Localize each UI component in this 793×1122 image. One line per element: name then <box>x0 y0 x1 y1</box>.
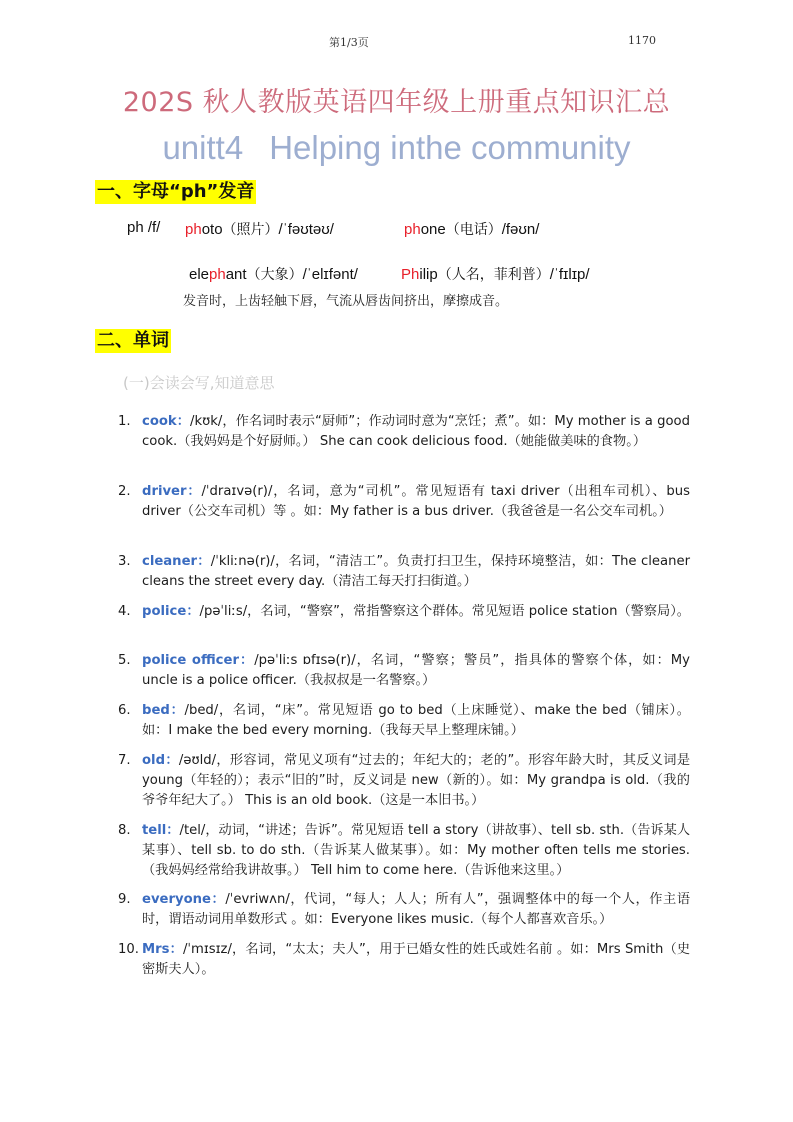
page-header <box>0 34 793 50</box>
vocab-definition: /ˈevriwʌn/，代词，“每人；人人；所有人”，强调整体中的每一个人，作主语时，谓语动词用单数形式 。如：Everyone likes music.（每个人都喜欢音乐。） <box>142 892 691 927</box>
vocab-word: cook <box>142 414 177 429</box>
word-ipa: /ˈfɪlɪp/ <box>549 266 590 283</box>
word-phone <box>404 219 539 239</box>
vocab-word: tell <box>142 823 167 838</box>
section-heading-vocab: 二、单词 <box>97 330 169 351</box>
doc-code: 1170 <box>628 34 656 47</box>
vocab-word: old <box>142 753 166 768</box>
section-heading-ph: 一、字母“ph”发音 <box>97 181 255 202</box>
vocab-definition: /ˈkliːnə(r)/，名词，“清洁工”。负责打扫卫生，保持环境整洁，如：The cleaner cleans the street every day.（清洁工每天打扫街道。） <box>142 554 690 589</box>
vocab-word: cleaner <box>142 554 198 569</box>
word-meaning: （电话） <box>445 222 502 238</box>
item-number: 7. <box>118 753 131 768</box>
separator: ： <box>176 414 191 429</box>
ph-highlight: ph <box>404 221 421 238</box>
item-number: 6. <box>118 703 131 718</box>
separator: ： <box>166 823 180 838</box>
ph-highlight: ph <box>185 221 202 238</box>
ph-row-1 <box>127 219 160 236</box>
separator: ： <box>165 753 179 768</box>
word-prefix: ele <box>189 266 210 283</box>
word-meaning: （大象） <box>246 267 303 283</box>
vocab-definition: /ˈmɪsɪz/，名词，“太太；夫人”，用于已婚女性的姓氏或姓名前 。如：Mrs Smith（史密斯夫人）。 <box>142 942 691 977</box>
vocab-word: everyone <box>142 892 211 907</box>
separator: ： <box>210 892 226 907</box>
word-ipa: /fəʊn/ <box>501 221 540 238</box>
word-rest: one <box>420 221 446 238</box>
word-rest: ilip <box>419 266 438 283</box>
vocab-word: bed <box>142 703 170 718</box>
word-ipa: /ˈfəʊtəʊ/ <box>278 221 334 238</box>
vocab-word: driver <box>142 484 187 499</box>
item-number: 8. <box>118 823 131 838</box>
ph-highlight: Ph <box>401 266 420 283</box>
vocab-item <box>118 602 690 622</box>
vocab-item <box>118 751 690 811</box>
word-rest: oto <box>201 221 223 238</box>
vocab-item <box>118 890 690 930</box>
unit-label: unitt4 <box>162 129 244 166</box>
separator: ： <box>169 703 185 718</box>
vocab-item <box>118 701 690 741</box>
vocab-item <box>118 552 690 592</box>
vocab-item <box>118 651 690 691</box>
pronunciation-note: 发音时，上齿轻触下唇，气流从唇齿间挤出，摩擦成音。 <box>183 294 509 309</box>
page-indicator: 第1/3页 <box>329 36 369 49</box>
separator: ： <box>238 653 255 668</box>
vocab-item <box>118 821 690 881</box>
vocab-definition: /ˈdraɪvə(r)/，名词，意为“司机”。常见短语有 taxi driver（出租车司机）、bus driver（公交车司机）等 。如：My father is a bus driver.（我爸爸是一名公交车司机。） <box>142 484 690 519</box>
separator: ： <box>197 554 211 569</box>
item-number: 4. <box>118 604 131 619</box>
ph-rule: ph /f/ <box>127 219 161 236</box>
word-philip <box>401 264 590 284</box>
item-number: 1. <box>118 414 131 429</box>
separator: ： <box>186 604 200 619</box>
vocab-definition: /pəˈliːs ɒfɪsə(r)/，名词，“警察；警员”，指具体的警察个体，如：My uncle is a police officer.（我叔叔是一名警察。） <box>142 653 690 688</box>
subsection-heading: (一)会读会写,知道意思 <box>123 374 275 392</box>
separator: ： <box>186 484 202 499</box>
word-photo <box>185 219 334 239</box>
word-elephant <box>189 264 358 284</box>
vocab-item <box>118 482 690 522</box>
vocab-definition: /tel/，动词，“讲述；告诉”。常见短语 tell a story（讲故事）、tell sb. sth.（告诉某人某事）、tell sb. to do sth.（告诉某人做某事）。如：My mother often tells me stories.（我妈妈经常给我讲故事。） Tell him to come here.（告诉他来这里。） <box>142 823 691 878</box>
vocab-word: police <box>142 604 187 619</box>
vocab-item <box>118 940 690 980</box>
vocab-definition: /əʊld/，形容词，常见义项有“过去的；年纪大的；老的”。形容年龄大时，其反义词是 young（年轻的）；表示“旧的”时，反义词是 new（新的）。如：My grandpa is old.（我的爷爷年纪大了。） This is an old book.（这是一本旧书。） <box>142 753 691 808</box>
vocab-definition: /bed/，名词，“床”。常见短语 go to bed（上床睡觉）、make the bed（铺床）。如：I make the bed every morning.（我每天早上整理床铺。） <box>142 703 690 738</box>
item-number: 2. <box>118 484 131 499</box>
word-meaning: （照片） <box>222 222 279 238</box>
word-ipa: /ˈelɪfənt/ <box>302 266 358 283</box>
unit-topic: Helping inthe community <box>269 129 631 166</box>
item-number: 5. <box>118 653 131 668</box>
word-rest: ant <box>225 266 247 283</box>
word-meaning: （人名，菲利普） <box>437 267 550 283</box>
vocab-word: police officer <box>142 653 239 668</box>
separator: ： <box>169 942 183 957</box>
vocab-definition: /pəˈliːs/，名词，“警察”，常指警察这个群体。常见短语 police station（警察局）。 <box>199 604 690 619</box>
document-title: 202S 秋人教版英语四年级上册重点知识汇总 <box>122 87 671 118</box>
vocab-definition: /kʊk/，作名词时表示“厨师”；作动词时意为“烹饪；煮”。如：My mother is a good cook.（我妈妈是个好厨师。） She can cook delicious food.（她能做美味的食物。） <box>142 414 690 449</box>
vocab-item <box>118 412 690 452</box>
unit-subtitle <box>0 129 793 167</box>
item-number: 9. <box>118 892 131 907</box>
vocab-word: Mrs <box>142 942 170 957</box>
item-number: 3. <box>118 554 131 569</box>
ph-highlight: ph <box>209 266 226 283</box>
item-number: 10. <box>118 942 139 957</box>
